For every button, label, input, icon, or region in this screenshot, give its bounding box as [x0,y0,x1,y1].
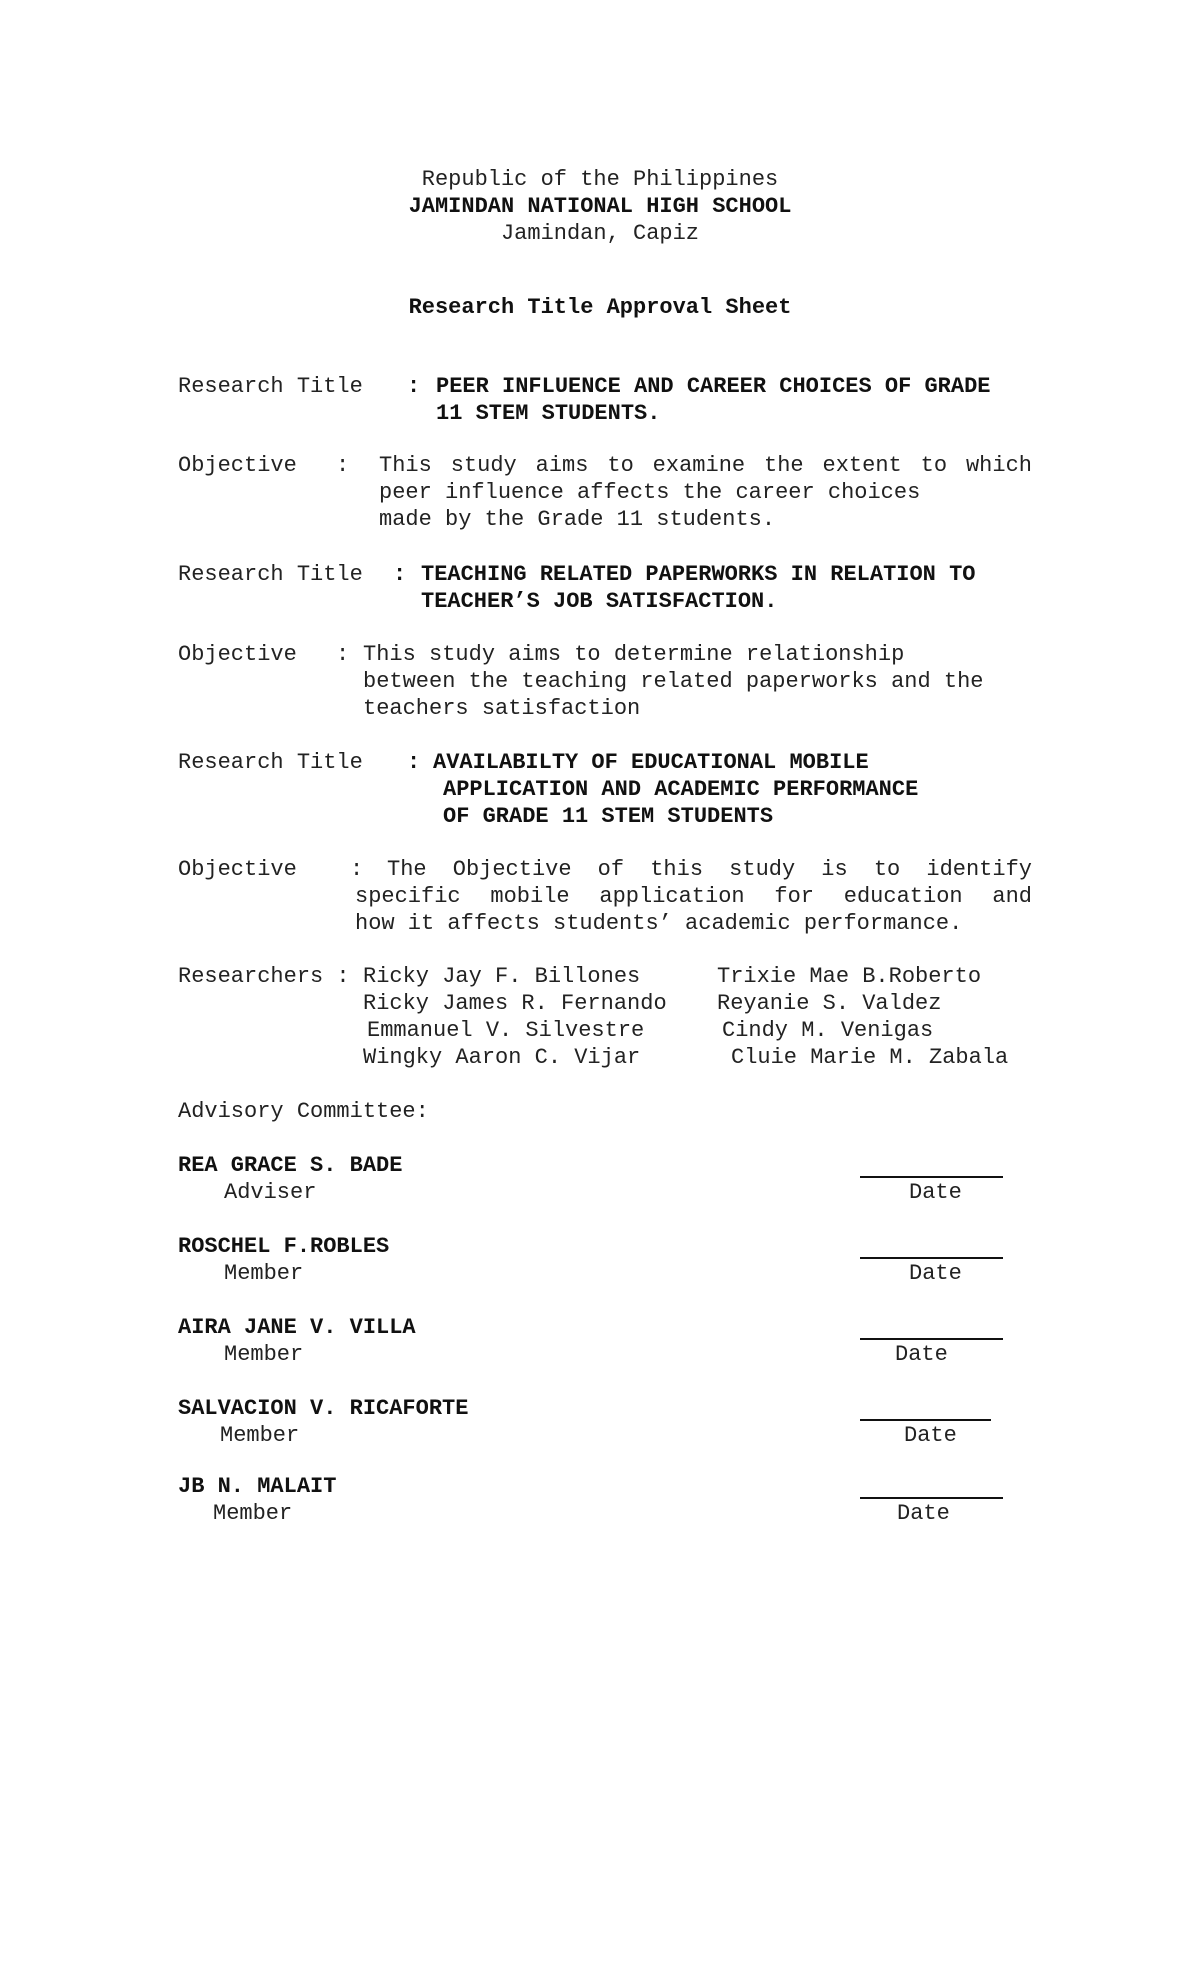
date-label: Date [909,1180,962,1205]
objective-line: peer influence affects the career choices [379,480,921,505]
objective-separator: : [336,642,350,667]
objective-label: Objective [178,453,297,478]
researcher-name: Cluie Marie M. Zabala [731,1045,1009,1070]
research-title-separator: : [393,562,407,587]
research-title-label: Research Title [178,562,363,587]
research-title-line: TEACHING RELATED PAPERWORKS IN RELATION TO [421,562,976,587]
research-title-label: Research Title [178,750,363,775]
objective-line: how it affects students’ academic performance. [355,911,963,936]
committee-member-role: Member [224,1261,304,1286]
researchers-label: Researchers : [178,964,350,989]
committee-member-role: Member [224,1342,304,1367]
research-title-line: APPLICATION AND ACADEMIC PERFORMANCE [443,777,919,802]
school-name: JAMINDAN NATIONAL HIGH SCHOOL [408,194,792,219]
research-title-line: TEACHER’S JOB SATISFACTION. [421,589,778,614]
objective-line: specific mobile application for education and [355,884,1032,909]
committee-member-name: REA GRACE S. BADE [178,1153,403,1178]
research-title-line: OF GRADE 11 STEM STUDENTS [443,804,774,829]
signature-date-line [860,1497,1003,1499]
objective-label: Objective [178,642,297,667]
sheet-title: Research Title Approval Sheet [408,295,792,320]
advisory-committee-label: Advisory Committee: [178,1099,429,1124]
date-label: Date [897,1501,950,1526]
research-title-line: AVAILABILTY OF EDUCATIONAL MOBILE [433,750,869,775]
objective-line: between the teaching related paperworks and the [363,669,984,694]
researcher-name: Wingky Aaron C. Vijar [363,1045,641,1070]
research-title-label: Research Title [178,374,363,399]
research-title-line: PEER INFLUENCE AND CAREER CHOICES OF GRADE [436,374,991,399]
committee-member-name: SALVACION V. RICAFORTE [178,1396,469,1421]
signature-date-line [860,1257,1003,1259]
researcher-name: Reyanie S. Valdez [717,991,942,1016]
objective-line: made by the Grade 11 students. [379,507,776,532]
objective-separator: : [336,453,350,478]
signature-date-line [860,1176,1003,1178]
objective-line: This study aims to determine relationship [363,642,905,667]
committee-member-role: Member [213,1501,293,1526]
researcher-name: Trixie Mae B.Roberto [717,964,982,989]
school-location: Jamindan, Capiz [500,221,700,246]
objective-line: The Objective of this study is to identify [387,857,1032,882]
research-title-separator: : [407,374,421,399]
researcher-name: Emmanuel V. Silvestre [367,1018,645,1043]
date-label: Date [895,1342,948,1367]
committee-member-name: AIRA JANE V. VILLA [178,1315,416,1340]
research-title-line: 11 STEM STUDENTS. [436,401,661,426]
date-label: Date [904,1423,957,1448]
committee-member-role: Adviser [224,1180,317,1205]
researcher-name: Ricky Jay F. Billones [363,964,641,989]
signature-date-line [860,1338,1003,1340]
objective-label: Objective [178,857,297,882]
research-title-separator: : [407,750,421,775]
committee-member-name: ROSCHEL F.ROBLES [178,1234,390,1259]
objective-line: teachers satisfaction [363,696,641,721]
researcher-name: Cindy M. Venigas [722,1018,934,1043]
signature-date-line [860,1419,991,1421]
republic-line: Republic of the Philippines [421,167,779,192]
committee-member-role: Member [220,1423,300,1448]
objective-separator: : [350,857,364,882]
researcher-name: Ricky James R. Fernando [363,991,667,1016]
objective-line: This study aims to examine the extent to which [379,453,1032,478]
committee-member-name: JB N. MALAIT [178,1474,337,1499]
date-label: Date [909,1261,962,1286]
